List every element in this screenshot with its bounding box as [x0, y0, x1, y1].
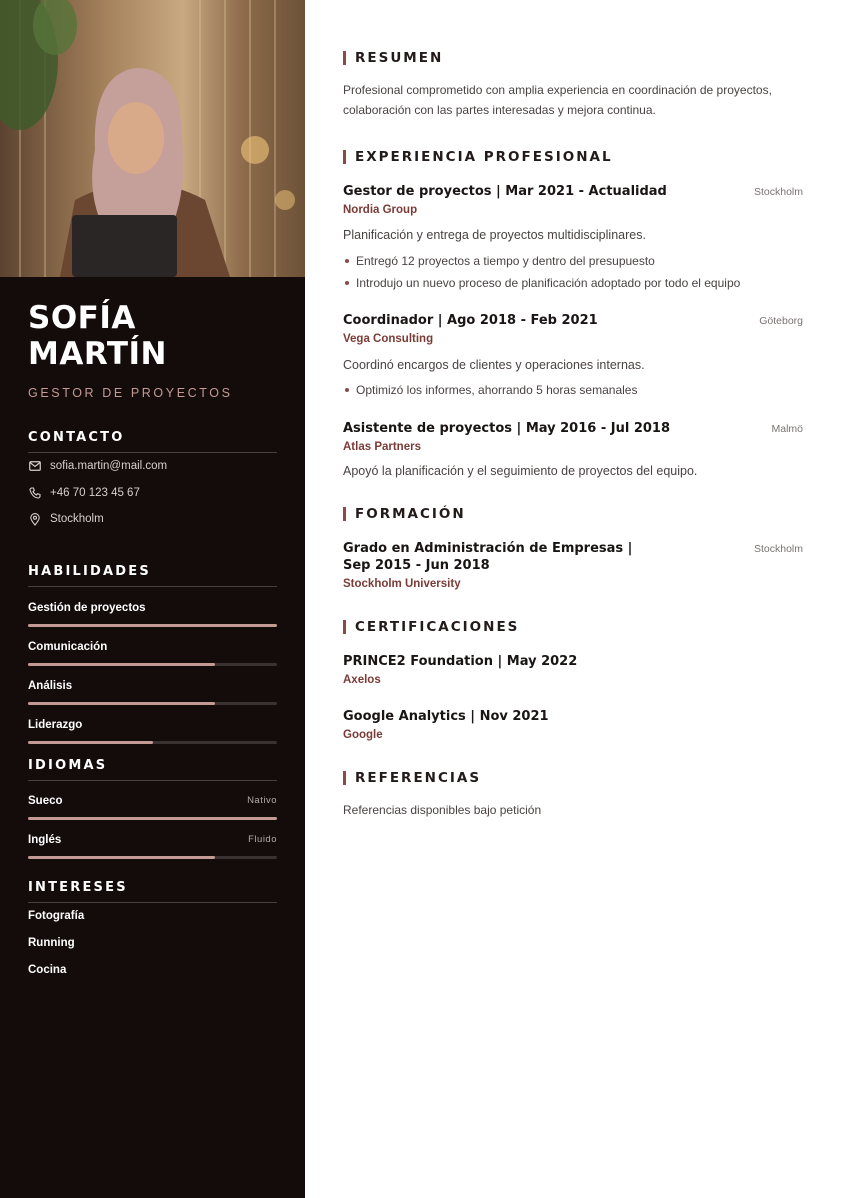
- language-level: Fluido: [248, 834, 277, 845]
- language-label: Sueco: [28, 795, 63, 807]
- interest-item: Fotografía: [28, 910, 85, 922]
- education-degree: Grado en Administración de Empresas |: [343, 541, 633, 556]
- education-heading: FORMACIÓN: [343, 506, 466, 522]
- interests-section: [28, 880, 277, 984]
- contact-phone[interactable]: [28, 480, 277, 507]
- skill-bar-fill: [28, 624, 277, 627]
- job-title: Coordinador | Ago 2018 - Feb 2021: [343, 313, 598, 328]
- skill-bar-fill: [28, 741, 153, 744]
- summary-text: Profesional comprometido con amplia experiencia en coordinación de proyectos, colaboración con las partes interesadas y mejora continua.: [343, 83, 772, 117]
- person-name: [28, 300, 277, 372]
- experience-heading: EXPERIENCIA PROFESIONAL: [343, 149, 613, 165]
- phone-icon: [28, 486, 42, 500]
- languages-section: [28, 758, 277, 859]
- location-text: Stockholm: [50, 513, 104, 526]
- summary-heading: RESUMEN: [343, 50, 443, 66]
- skill-label: Liderazgo: [28, 719, 83, 731]
- certification-issuer: Axelos: [343, 674, 381, 686]
- skill-item: [28, 602, 277, 627]
- achievement-item: Entregó 12 proyectos a tiempo y dentro del presupuesto: [343, 250, 740, 272]
- references-heading: REFERENCIAS: [343, 770, 481, 786]
- job-location: Stockholm: [753, 186, 803, 198]
- education-institution: Stockholm University: [343, 578, 461, 590]
- job-role: GESTOR DE PROYECTOS: [28, 386, 233, 400]
- education-title: [343, 540, 632, 574]
- job-description: Coordinó encargos de clientes y operaciones internas.: [343, 358, 645, 372]
- contact-email[interactable]: [28, 453, 277, 480]
- skill-bar-fill: [28, 702, 215, 705]
- achievement-item: Optimizó los informes, ahorrando 5 horas semanales: [343, 379, 637, 401]
- phone-text: +46 70 123 45 67: [50, 486, 140, 499]
- skill-bar: [28, 702, 277, 705]
- name-first: SOFÍA: [28, 300, 136, 336]
- skill-bar: [28, 741, 277, 744]
- skill-item: [28, 641, 277, 666]
- job-title: Asistente de proyectos | May 2016 - Jul 2018: [343, 421, 671, 436]
- job-organization: Vega Consulting: [343, 333, 434, 345]
- skills-section: [28, 564, 277, 744]
- job-location: Malmö: [771, 423, 803, 435]
- language-bar: [28, 856, 277, 859]
- skills-list: [28, 602, 277, 744]
- education-dates: Sep 2015 - Jun 2018: [343, 558, 490, 573]
- certification-title: PRINCE2 Foundation | May 2022: [343, 654, 578, 669]
- interests-heading: INTERESES: [28, 880, 277, 903]
- job-location: Göteborg: [759, 315, 803, 327]
- job-achievements: [343, 250, 740, 294]
- interest-item: Cocina: [28, 964, 67, 976]
- skill-bar: [28, 663, 277, 666]
- skill-bar-fill: [28, 663, 215, 666]
- skill-label: Comunicación: [28, 641, 108, 653]
- skill-item: [28, 719, 277, 744]
- skill-bar: [28, 624, 277, 627]
- education-location: Stockholm: [753, 543, 803, 555]
- mail-icon: [28, 459, 42, 473]
- languages-heading: IDIOMAS: [28, 758, 277, 781]
- skills-heading: HABILIDADES: [28, 564, 277, 587]
- job-description: Apoyó la planificación y el seguimiento de proyectos del equipo.: [343, 464, 698, 478]
- profile-photo: [0, 0, 305, 277]
- certifications-heading: CERTIFICACIONES: [343, 619, 519, 635]
- interest-item: Running: [28, 937, 75, 949]
- name-last: MARTÍN: [28, 336, 167, 372]
- language-bar-fill: [28, 817, 277, 820]
- language-bar: [28, 817, 277, 820]
- profile-heading: [28, 300, 277, 400]
- job-organization: Nordia Group: [343, 204, 418, 216]
- skill-item: [28, 680, 277, 705]
- language-label: Inglés: [28, 834, 62, 846]
- contact-location: [28, 506, 277, 533]
- language-level: Nativo: [247, 795, 277, 806]
- job-description: Planificación y entrega de proyectos multidisciplinares.: [343, 228, 646, 242]
- certification-title: Google Analytics | Nov 2021: [343, 709, 549, 724]
- language-item: [28, 834, 277, 859]
- achievement-item: Introdujo un nuevo proceso de planificación adoptado por todo el equipo: [343, 272, 740, 294]
- language-item: [28, 795, 277, 820]
- references-text: Referencias disponibles bajo petición: [343, 803, 542, 817]
- location-pin-icon: [28, 512, 42, 526]
- skill-label: Análisis: [28, 680, 73, 692]
- contact-heading: CONTACTO: [28, 430, 277, 453]
- job-achievements: [343, 379, 637, 401]
- job-title: Gestor de proyectos | Mar 2021 - Actualidad: [343, 184, 667, 199]
- sidebar: [0, 0, 305, 1198]
- contact-section: [28, 430, 277, 533]
- certification-issuer: Google: [343, 729, 383, 741]
- job-organization: Atlas Partners: [343, 441, 421, 453]
- email-text: sofia.martin@mail.com: [50, 460, 168, 473]
- language-bar-fill: [28, 856, 215, 859]
- skill-label: Gestión de proyectos: [28, 602, 146, 614]
